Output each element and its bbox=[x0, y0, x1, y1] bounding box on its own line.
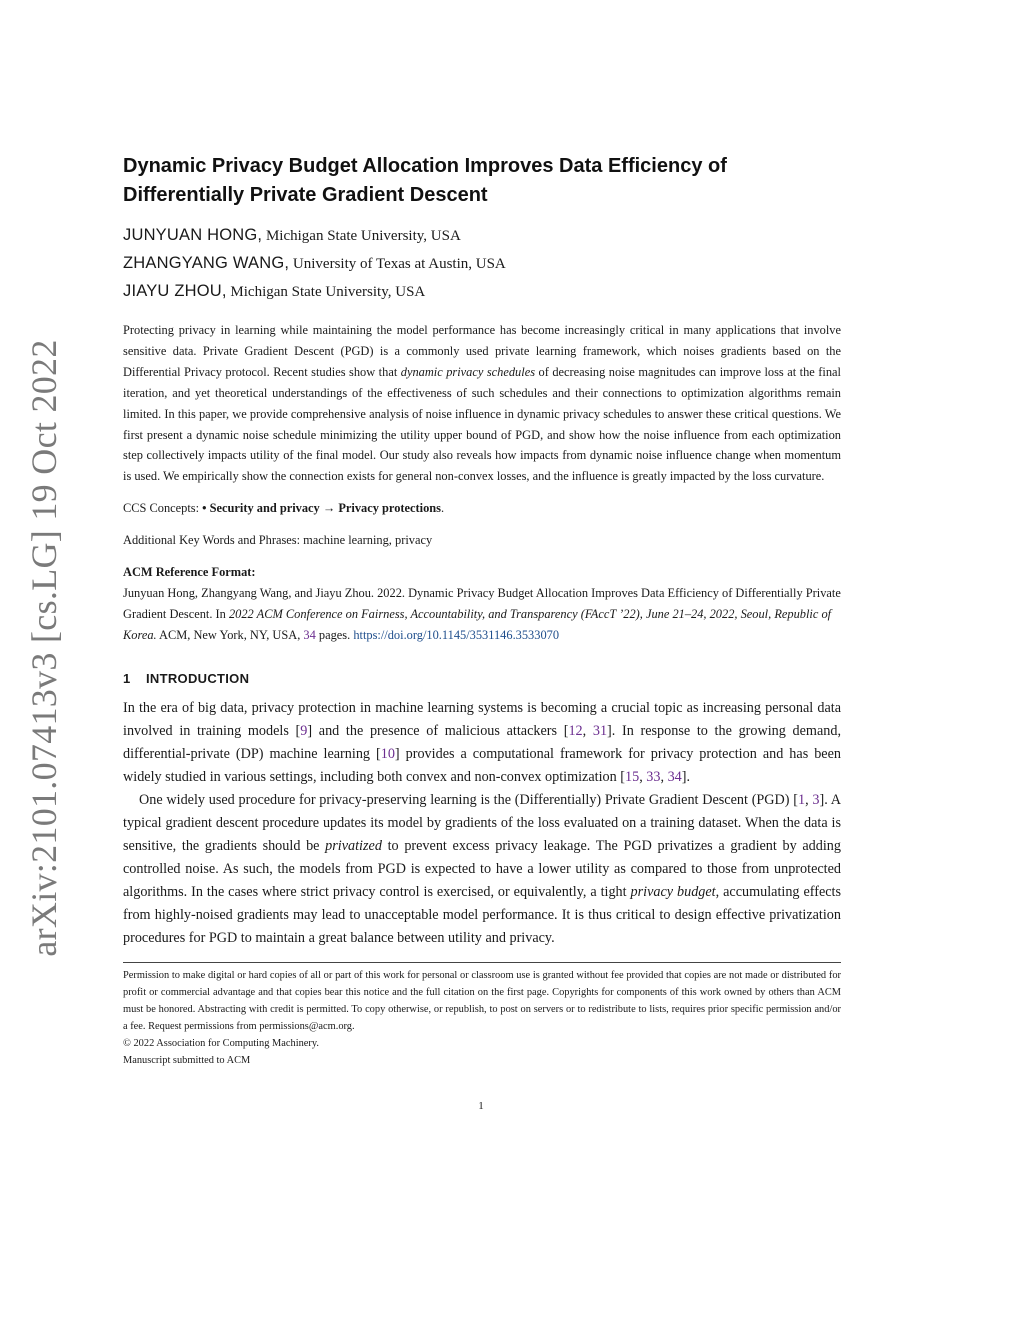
paper-title: Dynamic Privacy Budget Allocation Improves Data Efficiency of Differentially Private Gradient Descent bbox=[123, 155, 727, 206]
page-count-link[interactable]: 34 bbox=[303, 627, 316, 642]
citation-link[interactable]: 15 bbox=[625, 768, 640, 785]
acm-reference-heading: ACM Reference Format: bbox=[123, 565, 256, 580]
arxiv-identifier: arXiv:2101.07413v3 [cs.LG] 19 Oct 2022 bbox=[24, 338, 64, 957]
citation-link[interactable]: 12 bbox=[568, 722, 583, 739]
emphasis: privatized bbox=[325, 837, 382, 854]
doi-link[interactable]: https://doi.org/10.1145/3531146.3533070 bbox=[353, 627, 560, 642]
citation-link[interactable]: 3 bbox=[812, 791, 820, 808]
section-title: INTRODUCTION bbox=[146, 670, 250, 686]
reference-text: Junyuan Hong, Zhangyang Wang, and Jiayu Zhou. 2022. Dynamic Privacy Budget Allocation Improves Data Efficiency of Differentially Private Gradient Descent. In bbox=[123, 585, 841, 621]
reference-venue: 2022 ACM Conference on Fairness, Accountability, and Transparency (FAccT ’22), June 21–24, 2022, Seoul, Republic of Korea. bbox=[123, 606, 832, 642]
author-name: JIAYU ZHOU, bbox=[123, 282, 227, 300]
manuscript-notice: Manuscript submitted to ACM bbox=[123, 1054, 251, 1066]
author-name: ZHANGYANG WANG, bbox=[123, 254, 290, 272]
author-list bbox=[123, 222, 841, 306]
intro-paragraph: One widely used procedure for privacy-preserving learning is the (Differentially) Private Gradient Descent (PGD) [1, 3]. A typical gradient descent procedure updates its model by gradients of the loss evaluated on a training dataset. When the data is sensitive, the gradients should be privatized to prevent excess privacy leakage. The PGD privatizes a gradient by adding controlled noise. As such, the models from PGD is expected to have a lower utility as compared to those from unprotected algorithms. In the cases where strict privacy control is exercised, or equivalently, a tight privacy budget, accumulating effects from highly-noised gradients may lead to unacceptable model performance. It is thus critical to design effective privatization procedures for PGD to maintain a great balance between utility and privacy. bbox=[123, 791, 842, 946]
copyright-notice: © 2022 Association for Computing Machinery. bbox=[123, 1037, 319, 1049]
page-content bbox=[123, 152, 841, 1069]
permission-notice: Permission to make digital or hard copies of all or part of this work for personal or classroom use is granted without fee provided that copies are not made or distributed for profit or commercial advantage and that copies bear this notice and the full citation on the first page. Copyrights for components of this work owned by others than ACM must be honored. Abstracting with credit is permitted. To copy otherwise, or republish, to post on servers or to redistribute to lists, requires prior specific permission and/or a fee. Request permissions from permissions@acm.org. bbox=[123, 969, 841, 1032]
abstract bbox=[123, 320, 841, 487]
arxiv-sidebar bbox=[24, 338, 64, 957]
acm-reference bbox=[123, 562, 841, 646]
ccs-concepts bbox=[123, 498, 841, 519]
citation-link[interactable]: 33 bbox=[646, 768, 661, 785]
reference-text: ACM, New York, NY, USA, bbox=[156, 627, 304, 642]
author-name: JUNYUAN HONG, bbox=[123, 226, 263, 244]
author bbox=[123, 250, 841, 278]
ccs-concept: Security and privacy → Privacy protections bbox=[209, 501, 441, 516]
keywords: Additional Key Words and Phrases: machine learning, privacy bbox=[123, 533, 433, 548]
abstract-text: Protecting privacy in learning while maintaining the model performance has become increasingly critical in many applications that involve sensitive data. Private Gradient Descent (PGD) is a commonly used private learning framework, which noises gradients based on the Differential Privacy protocol. Recent studies show that bbox=[123, 323, 841, 379]
author-affiliation: Michigan State University, USA bbox=[262, 228, 461, 244]
ccs-label: CCS Concepts: bbox=[123, 501, 203, 516]
ccs-bullet: • bbox=[202, 501, 210, 516]
section-heading bbox=[123, 671, 841, 686]
abstract-emphasis: dynamic privacy schedules bbox=[400, 364, 536, 379]
citation-link[interactable]: 34 bbox=[667, 768, 682, 785]
citation-link[interactable]: 1 bbox=[798, 791, 806, 808]
citation-link[interactable]: 31 bbox=[592, 722, 608, 739]
author bbox=[123, 278, 841, 306]
abstract-text: of decreasing noise magnitudes can improve loss at the final iteration, and yet theoretical understandings of the effectiveness of such schedules and their connections to optimization algorithms remain limited. In this paper, we provide comprehensive analysis of noise influence in dynamic privacy schedules to answer these critical questions. We first present a dynamic noise schedule minimizing the utility upper bound of PGD, and show how the noise influence from each optimization step collectively impacts utility of the final model. Our study also reveals how impacts from dynamic noise influence change when momentum is used. We empirically show the connection exists for general non-convex losses, and the influence is greatly impacted by the loss curvature. bbox=[123, 364, 841, 484]
footnote-divider bbox=[123, 962, 841, 963]
acm-reference-body bbox=[123, 583, 841, 646]
citation-link[interactable]: 9 bbox=[300, 722, 308, 739]
author bbox=[123, 222, 841, 250]
intro-paragraph: In the era of big data, privacy protection in machine learning systems is becoming a crucial topic as increasing personal data involved in training models [9] and the presence of malicious attackers [12, 31]. In response to the growing demand, differential-private (DP) machine learning [10] provides a computational framework for privacy protection and has been widely studied in various settings, including both convex and non-convex optimization [15, 33, 34]. bbox=[123, 699, 841, 785]
author-affiliation: University of Texas at Austin, USA bbox=[289, 256, 506, 272]
emphasis: privacy budget bbox=[630, 883, 716, 900]
author-affiliation: Michigan State University, USA bbox=[226, 284, 426, 300]
page-number: 1 bbox=[478, 1100, 484, 1112]
ccs-end: . bbox=[441, 501, 445, 516]
reference-text: pages. bbox=[315, 627, 354, 642]
section-number: 1 bbox=[123, 670, 131, 686]
citation-link[interactable]: 10 bbox=[380, 745, 395, 762]
